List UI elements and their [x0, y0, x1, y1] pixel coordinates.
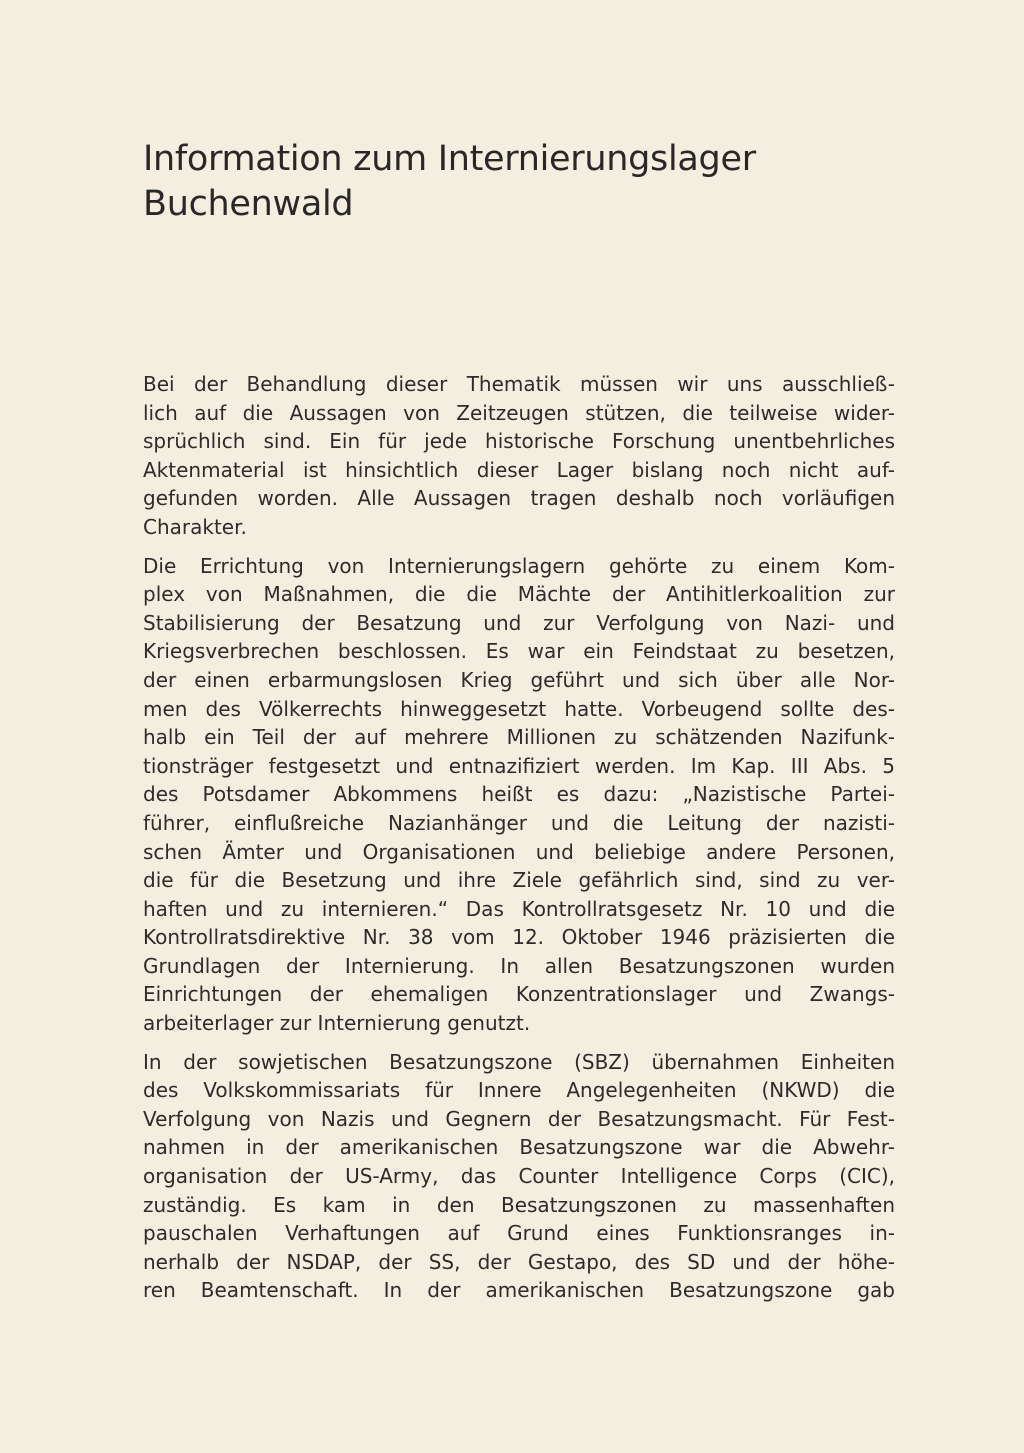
text-line: organisation der US-Army, das Counter Intelligence Corps (CIC), — [143, 1164, 895, 1189]
text-line: Kontrollratsdirektive Nr. 38 vom 12. Oktober 1946 präzisierten die — [143, 925, 895, 950]
paragraph — [143, 370, 895, 542]
text-line: gefunden worden. Alle Aussagen tragen deshalb noch vorläufigen — [143, 486, 895, 511]
document-title — [143, 137, 903, 227]
text-line: Einrichtungen der ehemaligen Konzentrationslager und Zwangs- — [143, 982, 895, 1007]
text-line: Aktenmaterial ist hinsichtlich dieser Lager bislang noch nicht auf- — [143, 457, 895, 482]
text-line: ren Beamtenschaft. In der amerikanischen Besatzungszone gab — [143, 1278, 895, 1303]
text-line: zuständig. Es kam in den Besatzungszonen zu massenhaften — [143, 1192, 895, 1217]
text-line: Bei der Behandlung dieser Thematik müssen wir uns ausschließ- — [143, 372, 895, 396]
text-line: plex von Maßnahmen, die die Mächte der Antihitlerkoalition zur — [143, 582, 895, 607]
text-line: tionsträger festgesetzt und entnazifiziert werden. Im Kap. III Abs. 5 — [143, 753, 895, 778]
text-line: die für die Besetzung und ihre Ziele gefährlich sind, sind zu ver- — [143, 868, 895, 893]
text-line: pauschalen Verhaftungen auf Grund eines Funktionsranges in- — [143, 1221, 895, 1246]
text-line: halb ein Teil der auf mehrere Millionen zu schätzenden Nazifunk- — [143, 725, 895, 750]
text-line: nerhalb der NSDAP, der SS, der Gestapo, des SD und der höhe- — [143, 1249, 895, 1274]
title-line: Information zum Internierungslager — [143, 139, 756, 179]
text-line: der einen erbarmungslosen Krieg geführt und sich über alle Nor- — [143, 667, 895, 692]
text-line: haften und zu internieren.“ Das Kontrollratsgesetz Nr. 10 und die — [143, 896, 895, 921]
text-line: In der sowjetischen Besatzungszone (SBZ) übernahmen Einheiten — [143, 1049, 895, 1074]
text-line: Charakter. — [143, 514, 247, 539]
document-body — [143, 370, 895, 1315]
text-line: schen Ämter und Organisationen und beliebige andere Personen, — [143, 839, 895, 864]
text-line: Kriegsverbrechen beschlossen. Es war ein Feindstaat zu besetzen, — [143, 639, 895, 664]
text-line: men des Völkerrechts hinweggesetzt hatte. Vorbeugend sollte des- — [143, 696, 895, 721]
text-line: des Potsdamer Abkommens heißt es dazu: „Nazistische Partei- — [143, 782, 895, 807]
text-line: sprüchlich sind. Ein für jede historische Forschung unentbehrliches — [143, 429, 895, 454]
text-line: des Volkskommissariats für Innere Angelegenheiten (NKWD) die — [143, 1078, 895, 1103]
text-line: arbeiterlager zur Internierung genutzt. — [143, 1011, 531, 1036]
text-line: nahmen in der amerikanischen Besatzungszone war die Abwehr- — [143, 1135, 895, 1160]
text-line: Verfolgung von Nazis und Gegnern der Besatzungsmacht. Für Fest- — [143, 1106, 895, 1131]
paragraph — [143, 552, 895, 1038]
text-line: lich auf die Aussagen von Zeitzeugen stützen, die teilweise wider- — [143, 400, 895, 425]
paragraph — [143, 1048, 895, 1305]
title-line: Buchenwald — [143, 184, 354, 224]
text-line: Die Errichtung von Internierungslagern gehörte zu einem Kom- — [143, 553, 895, 578]
text-line: Stabilisierung der Besatzung und zur Verfolgung von Nazi- und — [143, 610, 895, 635]
text-line: führer, einflußreiche Nazianhänger und die Leitung der nazisti- — [143, 810, 895, 835]
text-line: Grundlagen der Internierung. In allen Besatzungszonen wurden — [143, 953, 895, 978]
